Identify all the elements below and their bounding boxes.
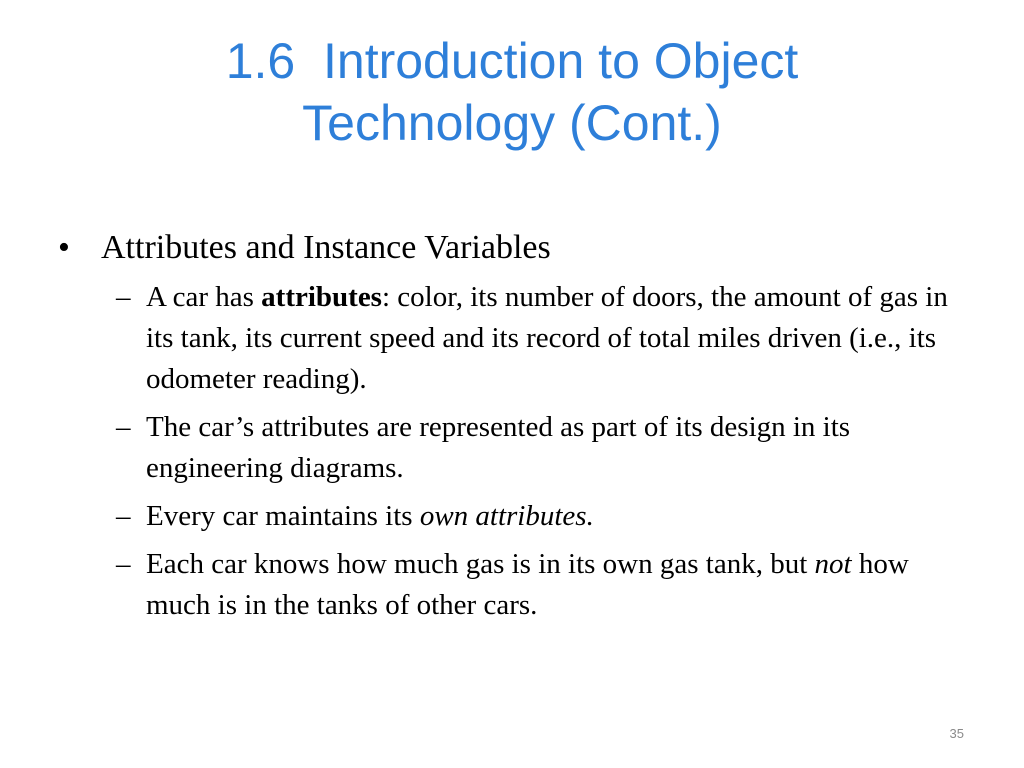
bullet-text: Attributes and Instance Variables xyxy=(101,229,551,266)
subbullet-bold-text: attributes xyxy=(261,281,382,313)
subbullet-text-cont: : color, its number of doors, the amount of gas in its tank, its current speed and its record of total miles driven (i.e., its odometer reading). xyxy=(146,281,948,395)
bullet-dot-icon: • xyxy=(58,229,70,266)
slide-title-line-1: 1.6 Introduction to Object xyxy=(225,33,799,89)
subbullet-text: A car has xyxy=(146,281,262,313)
subbullet-text: Every car maintains its xyxy=(146,500,420,532)
slide-body xyxy=(58,225,978,633)
subbullet-item xyxy=(58,407,978,489)
subbullet-item xyxy=(58,496,978,537)
subbullet-italic-text: own attributes. xyxy=(419,500,594,532)
page-number: 35 xyxy=(949,726,964,741)
bullet-item xyxy=(58,225,978,271)
subbullet-text: The car’s attributes are represented as part of its design in its engineering diagrams. xyxy=(146,411,851,484)
slide-title xyxy=(60,30,964,154)
dash-icon: – xyxy=(116,411,131,443)
dash-icon: – xyxy=(116,281,131,313)
dash-icon: – xyxy=(116,548,131,580)
subbullet-text-cont: how much is in the tanks of other cars. xyxy=(146,548,909,621)
subbullet-item xyxy=(58,277,978,400)
slide-title-line-2: Technology (Cont.) xyxy=(302,95,722,151)
subbullet-text: Each car knows how much gas is in its own gas tank, but xyxy=(146,548,815,580)
dash-icon: – xyxy=(116,500,131,532)
subbullet-italic-text: not xyxy=(814,548,852,580)
subbullet-item xyxy=(58,544,978,626)
